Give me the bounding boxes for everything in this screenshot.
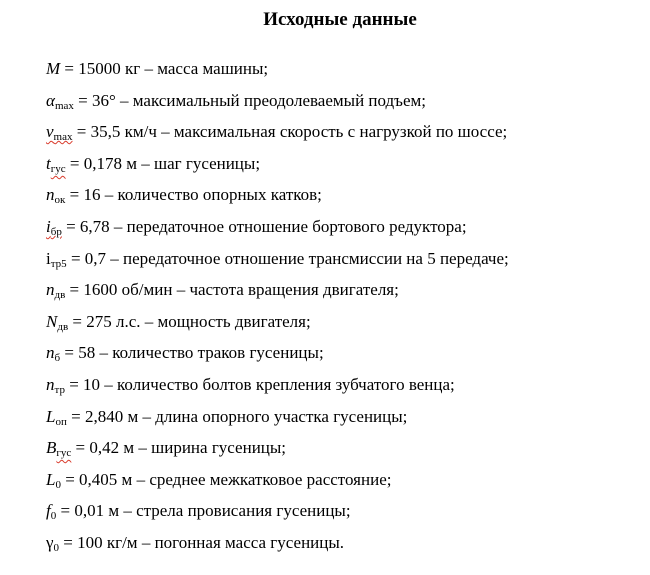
param-symbol: n xyxy=(46,343,55,363)
param-symbol: f xyxy=(46,501,51,521)
param-n-ok xyxy=(46,182,509,214)
param-gamma0 xyxy=(46,530,509,562)
param-text: = 35,5 км/ч – максимальная скорость с нагрузкой по шоссе; xyxy=(72,122,508,142)
param-subscript: тр5 xyxy=(50,257,67,270)
param-symbol: N xyxy=(46,311,58,331)
param-subscript: ок xyxy=(54,194,66,207)
param-subscript: дв xyxy=(54,289,66,302)
param-subscript: гус xyxy=(56,447,72,460)
param-symbol: L xyxy=(46,469,56,489)
param-symbol: L xyxy=(46,406,56,426)
param-L0 xyxy=(46,467,509,499)
param-N-dv xyxy=(46,309,509,341)
param-f0 xyxy=(46,498,509,530)
parameters-list xyxy=(46,56,509,562)
param-text: = 2,840 м – длина опорного участка гусеницы; xyxy=(66,406,408,426)
param-symbol: v xyxy=(46,122,54,142)
param-subscript: max xyxy=(53,131,73,144)
param-i-tr5 xyxy=(46,246,509,278)
param-symbol: n xyxy=(46,280,55,300)
param-subscript: оп xyxy=(55,415,67,428)
page-title: Исходные данные xyxy=(263,9,417,30)
param-subscript: 0 xyxy=(55,478,61,491)
param-symbol: γ xyxy=(46,532,54,552)
param-symbol: M xyxy=(46,59,61,78)
param-subscript: тр xyxy=(54,383,65,396)
param-alpha-max xyxy=(46,88,509,120)
param-text: = 0,01 м – стрела провисания гусеницы; xyxy=(56,501,351,521)
param-L-op xyxy=(46,404,509,436)
param-subscript: бр xyxy=(50,225,62,238)
param-text: = 36° – максимальный преодолеваемый подъем; xyxy=(73,90,426,110)
param-text: = 0,42 м – ширина гусеницы; xyxy=(71,438,287,458)
param-n-dv xyxy=(46,277,509,309)
param-subscript: б xyxy=(54,352,61,365)
param-symbol: α xyxy=(46,90,55,110)
param-subscript: 0 xyxy=(50,510,57,523)
param-text: = 15000 кг – масса машины; xyxy=(60,59,269,78)
param-subscript: max xyxy=(54,99,74,112)
param-symbol: n xyxy=(46,374,55,394)
param-symbol: t xyxy=(46,153,51,173)
param-symbol: i xyxy=(46,216,51,236)
param-subscript: гус xyxy=(50,162,66,175)
param-n-b xyxy=(46,340,509,372)
param-text: = 1600 об/мин – частота вращения двигателя; xyxy=(65,280,399,300)
param-text: = 0,405 м – среднее межкатковое расстояние; xyxy=(60,469,392,489)
param-text: = 0,178 м – шаг гусеницы; xyxy=(65,153,261,173)
param-v-max xyxy=(46,119,509,151)
param-subscript: 0 xyxy=(53,541,60,554)
param-text: = 100 кг/м – погонная масса гусеницы. xyxy=(59,532,345,552)
param-text: = 275 л.с. – мощность двигателя; xyxy=(68,311,311,331)
param-text: = 10 – количество болтов крепления зубчатого венца; xyxy=(64,374,455,394)
param-symbol: i xyxy=(46,248,51,268)
param-text: = 0,7 – передаточное отношение трансмиссии на 5 передаче; xyxy=(66,248,509,268)
param-i-br xyxy=(46,214,509,246)
param-symbol: n xyxy=(46,185,55,205)
param-symbol: B xyxy=(46,438,57,458)
param-text: = 16 – количество опорных катков; xyxy=(65,185,322,205)
param-mass xyxy=(46,56,509,88)
param-text: = 6,78 – передаточное отношение бортового редуктора; xyxy=(61,216,467,236)
param-subscript: дв xyxy=(57,320,69,333)
param-n-tr xyxy=(46,372,509,404)
param-t-gus xyxy=(46,151,509,183)
param-text: = 58 – количество траков гусеницы; xyxy=(60,343,324,363)
param-B-gus xyxy=(46,435,509,467)
